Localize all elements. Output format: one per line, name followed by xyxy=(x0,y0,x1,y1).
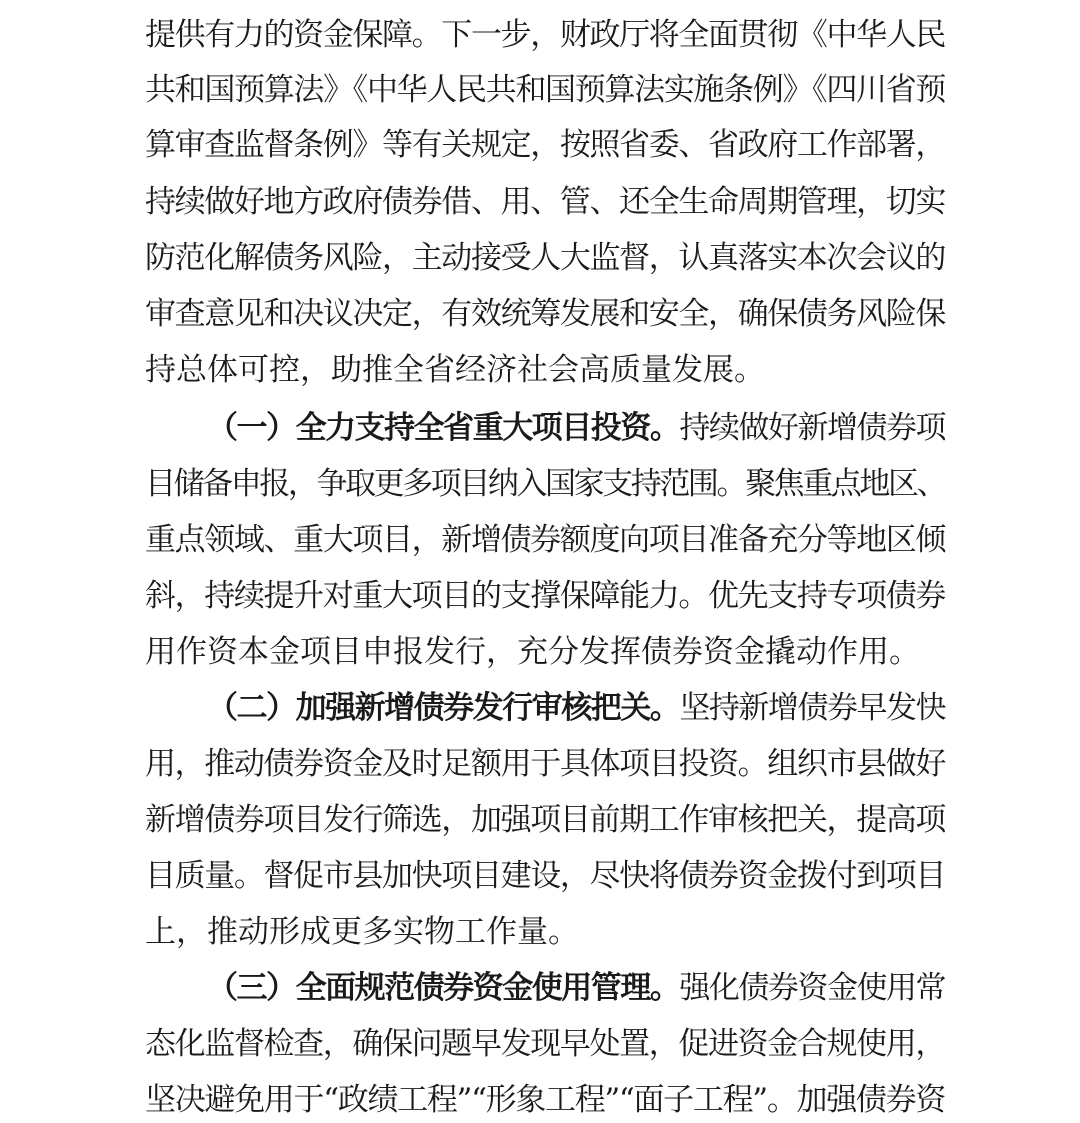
section-1-first-line xyxy=(207,403,945,453)
section-1-heading: （一）全力支持全省重大项目投资。 xyxy=(207,410,680,446)
text-line: 用，推动债券资金及时足额用于具体项目投资。组织市县做好 xyxy=(145,746,945,782)
text-line: 共和国预算法》《中华人民共和国预算法实施条例》《四川省预 xyxy=(145,72,945,108)
text-line: 提供有力的资金保障。下一步，财政厅将全面贯彻《中华人民 xyxy=(145,17,945,53)
section-3-first-line xyxy=(207,963,945,1013)
text-line: 重点领域、重大项目，新增债券额度向项目准备充分等地区倾 xyxy=(145,522,945,558)
section-1-first-text: 持续做好新增债券项 xyxy=(679,410,945,446)
text-line: 算审查监督条例》等有关规定，按照省委、省政府工作部署， xyxy=(145,127,945,163)
text-line: 审查意见和决议决定，有效统筹发展和安全，确保债务风险保 xyxy=(145,296,945,332)
section-2-first-line xyxy=(207,683,945,733)
text-line: 持总体可控，助推全省经济社会高质量发展。 xyxy=(145,352,765,388)
text-line: 新增债券项目发行筛选，加强项目前期工作审核把关，提高项 xyxy=(145,802,945,838)
text-line: 用作资本金项目申报发行，充分发挥债券资金撬动作用。 xyxy=(145,634,920,670)
text-line: 斜，持续提升对重大项目的支撑保障能力。优先支持专项债券 xyxy=(145,578,945,614)
section-2-first-text: 坚持新增债券早发快 xyxy=(679,690,945,726)
text-line: 持续做好地方政府债券借、用、管、还全生命周期管理，切实 xyxy=(145,184,945,220)
section-3-first-text: 强化债券资金使用常 xyxy=(679,970,945,1006)
text-line: 上，推动形成更多实物工作量。 xyxy=(145,914,579,950)
text-line: 目储备申报，争取更多项目纳入国家支持范围。聚焦重点地区、 xyxy=(145,466,945,502)
section-2-heading: （二）加强新增债券发行审核把关。 xyxy=(207,690,680,726)
section-3-heading: （三）全面规范债券资金使用管理。 xyxy=(207,970,680,1006)
text-line: 目质量。督促市县加快项目建设，尽快将债券资金拨付到项目 xyxy=(145,858,945,894)
text-line: 坚决避免用于“政绩工程”“形象工程”“面子工程”。加强债券资 xyxy=(145,1082,945,1118)
text-line: 态化监督检查，确保问题早发现早处置，促进资金合规使用， xyxy=(145,1026,945,1062)
text-line: 防范化解债务风险，主动接受人大监督，认真落实本次会议的 xyxy=(145,240,945,276)
